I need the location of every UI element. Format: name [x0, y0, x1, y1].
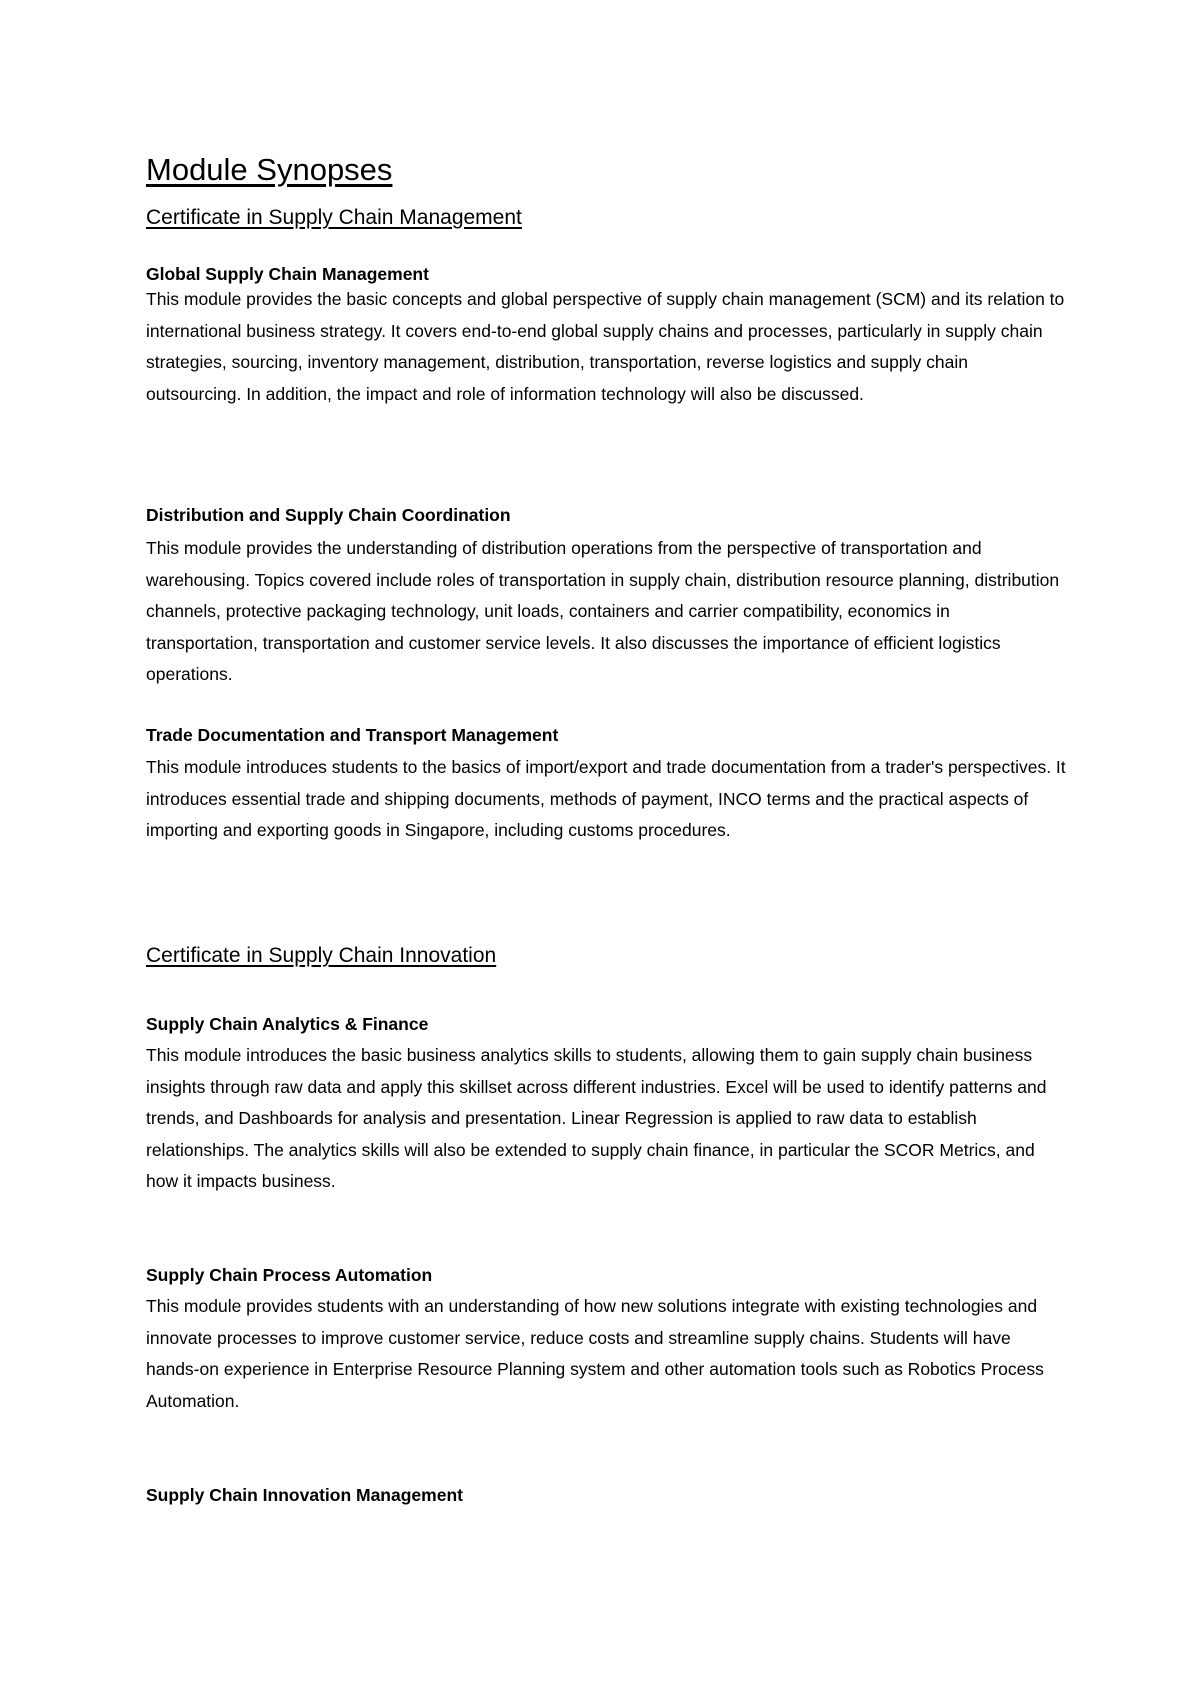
module-description-distribution-coordination: This module provides the understanding of distribution operations from the perspective of transportation and warehousing. Topics covered include roles of transportation in supply chain, distribution resource planning, distribution channels, protective packaging technology, unit loads, containers and carrier compatibility, economics in transportation, transportation and customer service levels. It also discusses the importance of efficient logistics operations. — [146, 538, 1060, 684]
module-description-trade-documentation: This module introduces students to the basics of import/export and trade documentation from a trader's perspectives. It introduces essential trade and shipping documents, methods of payment, INCO terms and the practical aspects of importing and exporting goods in Singapore, including customs procedures. — [146, 757, 1066, 840]
module-title-distribution-coordination: Distribution and Supply Chain Coordination — [146, 505, 511, 525]
module-title-analytics-finance: Supply Chain Analytics & Finance — [146, 1014, 429, 1034]
section-heading-supply-chain-innovation: Certificate in Supply Chain Innovation — [146, 944, 497, 967]
module-description-global-supply-chain-management: This module provides the basic concepts and global perspective of supply chain management (SCM) and its relation to international business strategy. It covers end-to-end global supply chains and processes, particularly in supply chain strategies, sourcing, inventory management, distribution, transportation, reverse logistics and supply chain outsourcing. In addition, the impact and role of information technology will also be discussed. — [146, 289, 1065, 404]
module-title-process-automation: Supply Chain Process Automation — [146, 1265, 433, 1285]
module-description-analytics-finance: This module introduces the basic business analytics skills to students, allowing them to gain supply chain business insights through raw data and apply this skillset across different industries. Excel will be used to identify patterns and trends, and Dashboards for analysis and presentation. Linear Regression is applied to raw data to establish relationships. The analytics skills will also be extended to supply chain finance, in particular the SCOR Metrics, and how it impacts business. — [146, 1045, 1047, 1191]
module-description-process-automation: This module provides students with an understanding of how new solutions integrate with existing technologies and innovate processes to improve customer service, reduce costs and streamline supply chains. Students will have hands-on experience in Enterprise Resource Planning system and other automation tools such as Robotics Process Automation. — [146, 1296, 1044, 1411]
module-title-trade-documentation: Trade Documentation and Transport Management — [146, 725, 559, 745]
module-title-innovation-management: Supply Chain Innovation Management — [146, 1485, 463, 1505]
section-heading-supply-chain-management: Certificate in Supply Chain Management — [146, 206, 522, 229]
module-title-global-supply-chain-management: Global Supply Chain Management — [146, 264, 429, 284]
page-title: Module Synopses — [146, 152, 393, 187]
